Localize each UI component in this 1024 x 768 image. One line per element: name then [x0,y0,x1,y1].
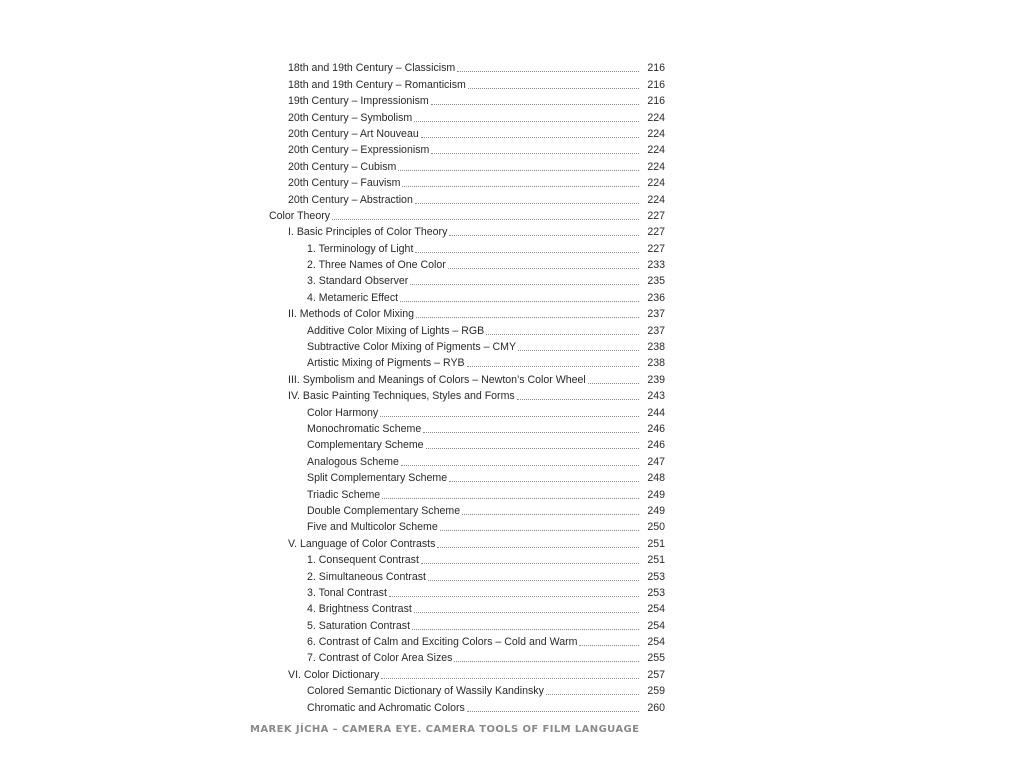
dot-leader [400,300,639,302]
toc-entry-page-number: 238 [647,341,665,354]
toc-entry [0,190,1024,206]
toc-entry-page-number: 227 [647,209,665,222]
toc-entry-title: 1. Consequent Contrast [307,554,419,567]
toc-entry-title: 20th Century – Symbolism [288,111,413,124]
toc-entry-title: Subtractive Color Mixing of Pigments – CMY [307,341,517,354]
toc-entry-page-number: 255 [647,652,665,665]
toc-entry-title: II. Methods of Color Mixing [288,308,414,321]
dot-leader [380,415,639,417]
toc-entry [0,469,1024,485]
toc-entry [0,616,1024,632]
dot-leader [588,382,639,384]
toc-entry [0,256,1024,272]
toc-entry-page-number: 251 [647,554,665,567]
dot-leader [415,251,639,253]
dot-leader [431,152,639,154]
dot-leader [462,513,639,515]
toc-entry [0,682,1024,698]
toc-entry-page-number: 243 [647,390,665,403]
toc-entry-title: Double Complementary Scheme [307,504,461,517]
toc-entry-page-number: 224 [647,127,665,140]
dot-leader [517,398,639,400]
toc-entry-page-number: 254 [647,619,665,632]
dot-leader [467,365,639,367]
toc-entry-title: Additive Color Mixing of Lights – RGB [307,324,485,337]
toc-entry-title: 6. Contrast of Calm and Exciting Colors – Cold and Warm [307,636,578,649]
toc-entry [0,141,1024,157]
dot-leader [428,579,639,581]
toc-entry [0,387,1024,403]
toc-entry [0,698,1024,714]
toc-entry-title: 20th Century – Abstraction [288,193,413,206]
dot-leader [415,202,639,204]
dot-leader [546,693,639,695]
toc-entry [0,420,1024,436]
toc-entry-page-number: 247 [647,455,665,468]
toc-entry-title: 20th Century – Art Nouveau [288,127,419,140]
toc-entry-page-number: 254 [647,636,665,649]
dot-leader [454,660,639,662]
toc-entry-title: 3. Standard Observer [307,275,409,288]
toc-entry-title: 4. Brightness Contrast [307,603,412,616]
dot-leader [401,464,639,466]
toc-entry-title: 20th Century – Fauvism [288,177,401,190]
toc-entry-title: 19th Century – Impressionism [288,95,429,108]
toc-entry-page-number: 224 [647,111,665,124]
toc-entry-page-number: 238 [647,357,665,370]
toc-entry-page-number: 216 [647,95,665,108]
dot-leader [449,480,639,482]
dot-leader [381,677,639,679]
toc-entry-page-number: 233 [647,259,665,272]
toc-entry [0,633,1024,649]
toc-entry [0,502,1024,518]
toc-entry-title: 18th and 19th Century – Classicism [288,62,456,75]
toc-entry-title: Monochromatic Scheme [307,422,422,435]
toc-entry [0,174,1024,190]
toc-entry-page-number: 249 [647,504,665,517]
toc-entry-page-number: 235 [647,275,665,288]
toc-entry-page-number: 250 [647,521,665,534]
toc-entry-title: V. Language of Color Contrasts [288,537,436,550]
toc-entry-title: 5. Saturation Contrast [307,619,411,632]
toc-entry [0,665,1024,681]
toc-entry-title: 3. Tonal Contrast [307,586,387,599]
toc-entry-page-number: 253 [647,586,665,599]
toc-entry-title: Color Harmony [307,406,379,419]
toc-entry [0,584,1024,600]
toc-entry-title: Analogous Scheme [307,455,399,468]
toc-entry-title: Five and Multicolor Scheme [307,521,438,534]
toc-entry [0,239,1024,255]
toc-entry [0,518,1024,534]
running-footer: MAREK JÍCHA – CAMERA EYE. CAMERA TOOLS OF FILM LANGUAGE [250,724,640,735]
dot-leader [421,136,639,138]
toc-entry-page-number: 236 [647,291,665,304]
dot-leader [448,267,639,269]
toc-entry-title: 4. Metameric Effect [307,291,399,304]
toc-entry-page-number: 260 [647,701,665,714]
toc-entry-page-number: 237 [647,324,665,337]
toc-entry [0,370,1024,386]
toc-entry-page-number: 216 [647,78,665,91]
toc-entry-title: Complementary Scheme [307,439,424,452]
toc-entry [0,288,1024,304]
toc-entry-page-number: 227 [647,242,665,255]
toc-entry-page-number: 246 [647,422,665,435]
toc-entry [0,354,1024,370]
dot-leader [382,497,639,499]
toc-entry [0,452,1024,468]
toc-entry-page-number: 216 [647,62,665,75]
dot-leader [437,546,639,548]
dot-leader [412,628,639,630]
toc-entry-title: Split Complementary Scheme [307,472,448,485]
toc-entry [0,403,1024,419]
toc-entry [0,551,1024,567]
table-of-contents [0,59,1024,715]
toc-entry-page-number: 251 [647,537,665,550]
dot-leader [421,562,639,564]
dot-leader [426,447,639,449]
toc-entry [0,567,1024,583]
toc-entry [0,59,1024,75]
toc-entry-title: Artistic Mixing of Pigments – RYB [307,357,465,370]
toc-entry-title: 1. Terminology of Light [307,242,414,255]
toc-entry-title: Chromatic and Achromatic Colors [307,701,465,714]
toc-entry [0,157,1024,173]
toc-entry-page-number: 239 [647,373,665,386]
toc-entry [0,92,1024,108]
toc-entry-title: I. Basic Principles of Color Theory [288,226,448,239]
toc-entry [0,305,1024,321]
toc-entry [0,649,1024,665]
dot-leader [398,169,639,171]
dot-leader [440,529,639,531]
toc-entry-title: 7. Contrast of Color Area Sizes [307,652,453,665]
dot-leader [414,611,639,613]
toc-entry-title: 20th Century – Cubism [288,160,397,173]
toc-entry-page-number: 259 [647,685,665,698]
toc-entry-title: 2. Three Names of One Color [307,259,446,272]
toc-entry-title: Colored Semantic Dictionary of Wassily Kandinsky [307,685,544,698]
toc-entry-title: III. Symbolism and Meanings of Colors – Newton’s Color Wheel [288,373,586,386]
toc-entry [0,485,1024,501]
dot-leader [457,70,639,72]
dot-leader [467,710,639,712]
toc-entry [0,600,1024,616]
toc-entry-title: IV. Basic Painting Techniques, Styles and Forms [288,390,515,403]
toc-entry-title: 2. Simultaneous Contrast [307,570,426,583]
toc-entry [0,321,1024,337]
dot-leader [414,120,639,122]
dot-leader [468,87,639,89]
toc-entry [0,125,1024,141]
dot-leader [410,283,639,285]
toc-entry-page-number: 244 [647,406,665,419]
toc-entry-page-number: 224 [647,160,665,173]
toc-entry-page-number: 254 [647,603,665,616]
toc-entry [0,272,1024,288]
toc-entry-page-number: 224 [647,144,665,157]
toc-entry-page-number: 224 [647,193,665,206]
toc-entry [0,338,1024,354]
dot-leader [402,185,639,187]
toc-entry [0,436,1024,452]
toc-entry-page-number: 227 [647,226,665,239]
dot-leader [416,316,639,318]
toc-entry-page-number: 249 [647,488,665,501]
dot-leader [449,234,639,236]
dot-leader [486,333,639,335]
toc-entry [0,108,1024,124]
toc-entry-title: Color Theory [269,209,331,222]
toc-entry-page-number: 257 [647,668,665,681]
dot-leader [423,431,639,433]
dot-leader [518,349,639,351]
toc-entry-title: 18th and 19th Century – Romanticism [288,78,466,91]
toc-entry-page-number: 246 [647,439,665,452]
toc-entry [0,75,1024,91]
toc-entry [0,534,1024,550]
dot-leader [431,103,639,105]
toc-entry-page-number: 237 [647,308,665,321]
toc-entry-title: VI. Color Dictionary [288,668,380,681]
toc-entry-page-number: 224 [647,177,665,190]
dot-leader [389,595,639,597]
toc-entry-page-number: 253 [647,570,665,583]
toc-entry [0,207,1024,223]
toc-entry-title: Triadic Scheme [307,488,381,501]
dot-leader [579,644,639,646]
dot-leader [332,218,639,220]
toc-entry-page-number: 248 [647,472,665,485]
toc-entry [0,223,1024,239]
toc-entry-title: 20th Century – Expressionism [288,144,430,157]
